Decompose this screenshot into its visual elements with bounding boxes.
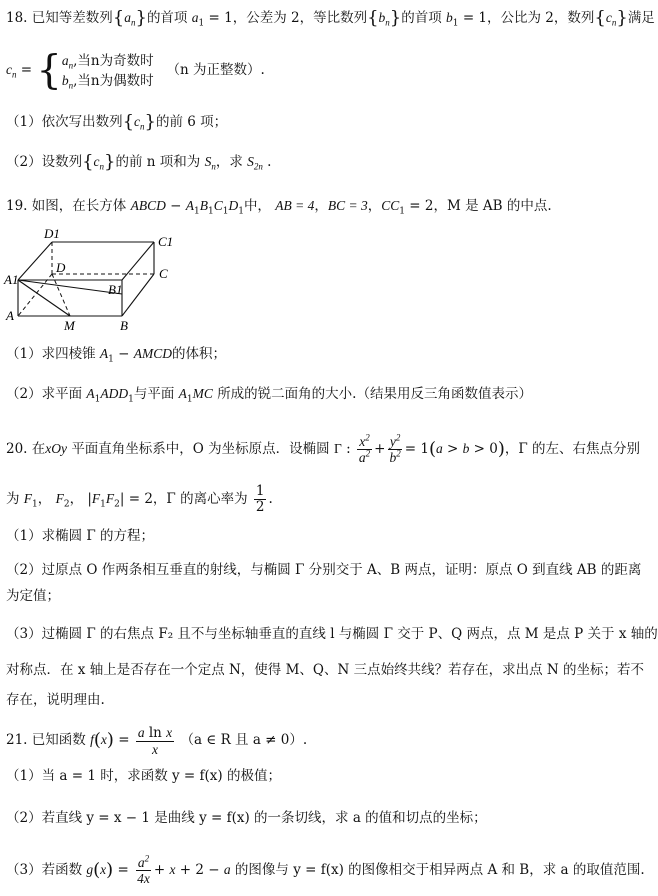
label-d: D	[56, 260, 66, 275]
label-c: C	[159, 266, 168, 281]
q20-part1: （1）求椭圆 Γ 的方程；	[6, 528, 155, 544]
label-a: A	[6, 308, 14, 323]
q19-part2: （2）求平面 $A_1ADD_1$与平面 $A_1MC$ 所成的锐二面角的大小.（结果用反三角函数值表示）	[6, 386, 532, 405]
q20-part2-cont: 为定值；	[6, 588, 60, 604]
q20-part3-cont1: 对称点．在 x 轴上是否存在一个定点 N，使得 M、Q、N 三点始终共线？若存在，求出点 N 的坐标；若不	[6, 662, 644, 678]
q19-part1: （1）求四棱锥 $A_1$ − AMCD的体积；	[6, 346, 227, 365]
label-b: B	[120, 318, 128, 333]
q18-part2: （2）设数列$\{c_n\}$的前 n 项和为 $S_n$，求 $S_{2n}$ .	[6, 151, 272, 173]
q20-part3: （3）过椭圆 Γ 的右焦点 F₂ 且不与坐标轴垂直的直线 l 与椭圆 Γ 交于 P、Q 两点，点 M 是点 P 关于 x 轴的	[6, 626, 658, 642]
q21-part1: （1）当 a = 1 时，求函数 y = f(x) 的极值；	[6, 768, 281, 784]
q20-part2: （2）过原点 O 作两条相互垂直的射线，与椭圆 Γ 分别交于 A、B 两点，证明：原点 O 到直线 AB 的距离	[6, 562, 642, 578]
q20-part3-cont2: 存在，说明理由.	[6, 692, 105, 708]
label-b1: B1	[108, 282, 123, 297]
q19-stem: 19. 如图，在长方体 ABCD − $A_1B_1C_1D_1$中， AB = 4，BC = 3，$CC_1 = 2$，M 是 AB 的中点.	[6, 198, 552, 217]
q21-stem: 21. 已知函数 f(x) = $\frac{\text{a ln x}}{x}$ （a ∈ R 且 a ≠ 0）.	[6, 724, 308, 757]
cuboid-figure	[4, 224, 184, 334]
q20-stem: 20. 在xOy 平面直角坐标系中，O 为坐标原点．设椭圆 Γ : $\frac{x^2}{a^2}$ + $\frac{y^2}{b^2}$ = 1(a > b > 0)，Γ 的左、右焦点分别	[6, 432, 641, 465]
label-m: M	[64, 318, 75, 333]
q18-stem: 18. 已知等差数列$\{a_n\}$的首项 $a_1 = 1$，公差为 2，等比数列$\{b_n\}$的首项 $b_1 = 1$，公比为 2，数列$\{c_n\}$满足	[6, 7, 655, 29]
q20-stem-cont: 为 $F_1$， $F_2$， $|F_1F_2| = 2$，Γ 的离心率为 $\frac{1}{2}$ .	[6, 483, 273, 515]
q21-part3: （3）若函数 g(x) = $\frac{a^2}{4x}$ + x + 2 − a 的图像与 y = f(x) 的图像相交于相异两点 A 和 B，求 a 的取值范围.	[6, 853, 645, 886]
label-a1: A1	[4, 272, 19, 287]
q18-piecewise: $c_n$ = { $a_n$,当n为奇数时 $b_n$,当n为偶数时 （n 为正整数）.	[6, 47, 265, 94]
label-c1: C1	[158, 234, 174, 249]
q21-part2: （2）若直线 y = x − 1 是曲线 y = f(x) 的一条切线，求 a 的值和切点的坐标；	[6, 810, 487, 826]
q18-part1: （1）依次写出数列$\{c_n\}$的前 6 项；	[6, 111, 228, 133]
label-d1: D1	[44, 226, 60, 241]
